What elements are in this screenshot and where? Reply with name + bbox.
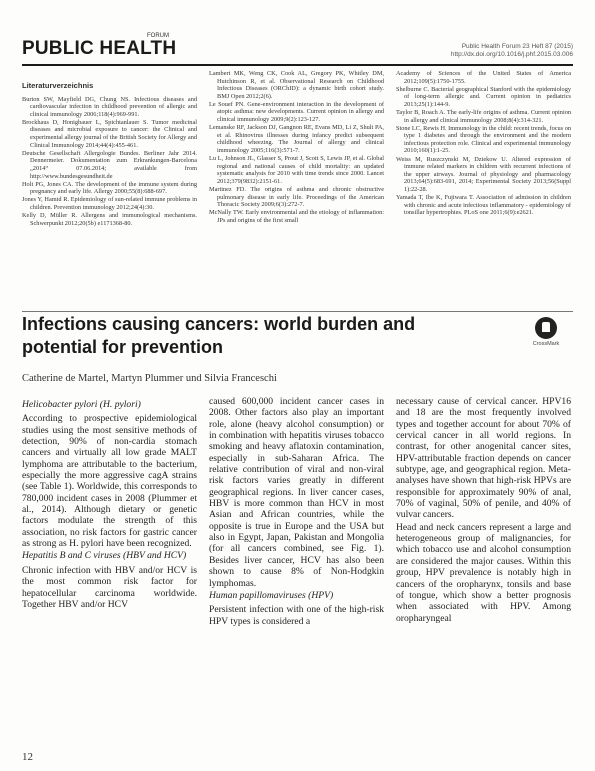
reference-entry: Deutsche Gesellschaft Allergologie Bundes. Berliner Jahr 2014. Dennermeier. Dokumentation zum Erkrankungen-Barcelona „2014“ 07.06.2014; available from http://www.bundesgesundheit.de <box>22 149 197 180</box>
body-paragraph: caused 600,000 incident cancer cases in 2008. Other factors also play an important role, alone (heavy alcohol consumption) or in combination with hepatitis viruses tobacco smoking and heavy aflatoxin contamination, especially in sub-Saharan Africa. The relative contribution of viral and non-viral risk factors varies greatly in different geographical regions. In liver cancer cases, HBV is more common than HCV in most Asian and African countries, while the opposite is true in Europe and the USA but also in Egypt, Japan, Pakistan and Mongolia (for all cancers combined, see Fig. 1). Besides liver cancer, HCV has also been shown to cause 8% of Non-Hodgkin lymphomas. <box>209 396 384 589</box>
body-column-1 <box>22 398 197 611</box>
section-subheading: Human papillomaviruses (HPV) <box>209 589 334 601</box>
crossmark-label: CrossMark <box>532 341 560 347</box>
reference-entry: Lambert MK, Weng CK, Cook AL, Gregory PK, Whitley DM, Hutchinson R, et al. Observational Research on Childhood Infectious Diseases (ORChID): a dynamic birth cohort study. BMJ Open 2012;2(6). <box>209 70 384 100</box>
references-heading: Literaturverzeichnis <box>22 81 94 90</box>
article-title: Infections causing cancers: world burden and potential for prevention <box>22 314 416 357</box>
journal-reference: Public Health Forum 23 Heft 87 (2015) http://dx.doi.org/10.1016/j.phf.2015.03.006 <box>450 43 573 58</box>
crossmark-badge[interactable] <box>522 317 570 347</box>
reference-entry: Taylor B, Roach A. The early-life origins of asthma. Current opinion in allergy and clinical immunology 2008;8(4):314-321. <box>396 108 571 124</box>
journal-logo-superscript: FORUM <box>147 33 169 39</box>
reference-entry: Brockhaus D, Honigbauer L, Spichtanlauer S. Tumor medicinal diseases and microbial exposure to cancer: the Clinical and experimental allergy journal of the British Society for Allergy and Clinical Immunology 2014;44(4):455-461. <box>22 118 197 149</box>
article-authors: Catherine de Martel, Martyn Plummer und Silvia Franceschi <box>22 373 277 384</box>
references-column-2 <box>209 70 384 225</box>
reference-entry: Shelburne C. Bacterial geographical Stanford with the epidemiology of long-term allergic and. Current opinion in pediatrics 2013;25(1):144-9. <box>396 85 571 108</box>
reference-entry: Yamada T, Ibe K, Fujiwara T. Association of admission in children with chronic and acute infectious inflammatory - epidemiology of tonsillar hypertrophies. PLoS one 2011;6(9):e2621. <box>396 194 571 217</box>
section-subheading: Helicobacter pylori (H. pylori) <box>22 399 141 410</box>
page-number: 12 <box>22 751 33 763</box>
reference-entry: Le Souef PN. Gene-environment interaction in the development of atopic asthma: new developments. Current opinion in allergy and clinical immunology 2009;9(2):123-127. <box>209 100 384 124</box>
section-subheading: Hepatitis B and C viruses (HBV and HCV) <box>22 550 187 562</box>
header-rule <box>22 64 573 66</box>
reference-entry: McNally TW. Early environmental and the etiology of inflammation: JPs and origins of the first small <box>209 209 384 224</box>
reference-entry: Lu L, Johnson JL, Glasser S, Prout J, Scott S, Lewis JP, et al. Global regional and national causes of child mortality: an updated systematic analysis for 2010 with time trends since 2000. Lancet 2012;379(9832):2151-61. <box>209 155 384 185</box>
body-column-3 <box>396 396 571 625</box>
body-paragraph: Persistent infection with one of the high-risk HPV types is considered a <box>209 604 384 627</box>
crossmark-icon <box>535 317 557 339</box>
body-column-2 <box>209 396 384 628</box>
reference-entry: Holt PG, Jones CA. The development of the immune system during pregnancy and early life. Allergy 2000;55(8):688-697. <box>22 180 197 196</box>
references-column-3 <box>396 70 571 217</box>
reference-entry: Burton SW, Mayfield DG, Chung NS. Infectious diseases and cardiovascular infection in childhood prevention of allergic and clinical immunology 2006;118(4):969-991. <box>22 95 197 118</box>
body-paragraph: Chronic infection with HBV and/or HCV is the most common risk factor for hepatocellular carcinoma worldwide. Together HBV and/or HCV <box>22 564 197 610</box>
references-divider <box>22 311 573 312</box>
body-paragraph: necessary cause of cervical cancer. HPV16 and 18 are the most frequently involved types and together account for about 70% of cervical cancer in all world regions. In contrast, for other anogenital cancer sites, HPV-attributable fraction depends on cancer subtype, age, and geographical region. Meta-analyses have shown that high-risk HPVs are responsible for approximately 90% of anal, 70% of vaginal, 50% of penile, and 40% of vulvar cancers. <box>396 396 571 521</box>
body-paragraph: According to prospective epidemiological studies using the most sensitive methods of detection, 90% of non-cardia stomach cancers and virtually all low grade MALT lymphoma are attributable to the bacterium, especially the more aggressive cagA strains (see Table 1). Worldwide, this corresponds to 780,000 incident cases in 2008 (Plummer et al., 2014). Although dietary or genetic factors modulate the strength of this association, no risk factors for gastric cancer as strong as H. pylori have been recognized. <box>22 413 197 550</box>
reference-entry: Kelly D, Müller R. Allergens and immunological mechanisms. Schwerpunkt 2012;20(5b) e1171368-80. <box>22 212 197 227</box>
body-paragraph: Head and neck cancers represent a large and heterogeneous group of malignancies, for which tobacco use and alcohol consumption are considered the major causes. Within this group, HPV prevalence is notably high in cancers of the oropharynx, tonsils and base of tongue, which show a better prognosis when associated with HPV. Among oropharyngeal <box>396 521 571 624</box>
reference-entry: Academy of Sciences of the United States of America 2012;109(5):1750-1755. <box>396 70 571 85</box>
reference-entry: Weiss M, Ruszczynski M, Dziekow U. Altered expression of immune related markers in children with recurrent infections of the upper airways. Journal of physiology and pharmacology 2013;64(5):683-691, 2014; Experimental Society 2013;56(Suppl 1):22-28. <box>396 155 571 193</box>
reference-entry: Jones Y, Hamid R. Epidemiology of sun-related immune problems in children. Prevention immunology 2012;24(4):30. <box>22 196 197 211</box>
references-column-1 <box>22 70 197 228</box>
reference-entry: Lemanske RF, Jackson DJ, Gangnon RE, Evans MD, Li Z, Shult PA, et al. Rhinovirus illnesses during infancy predict subsequent childhood wheezing. The Journal of allergy and clinical immunology 2005;116(3):571-7. <box>209 124 384 154</box>
reference-entry: Stone LC, Rewis H. Immunology in the child: recent trends, focus on type 1 diabetes and through the environment and the modern infectious protection role. Clinical and experimental immunology 2010;160(1):1-25. <box>396 124 571 155</box>
reference-entry: Martinez FD. The origins of asthma and chronic obstructive pulmonary disease in early life. Proceedings of the American Thoracic Society 2009;6(3):272-7. <box>209 185 384 209</box>
journal-logo: PUBLIC HEALTH <box>22 38 177 59</box>
